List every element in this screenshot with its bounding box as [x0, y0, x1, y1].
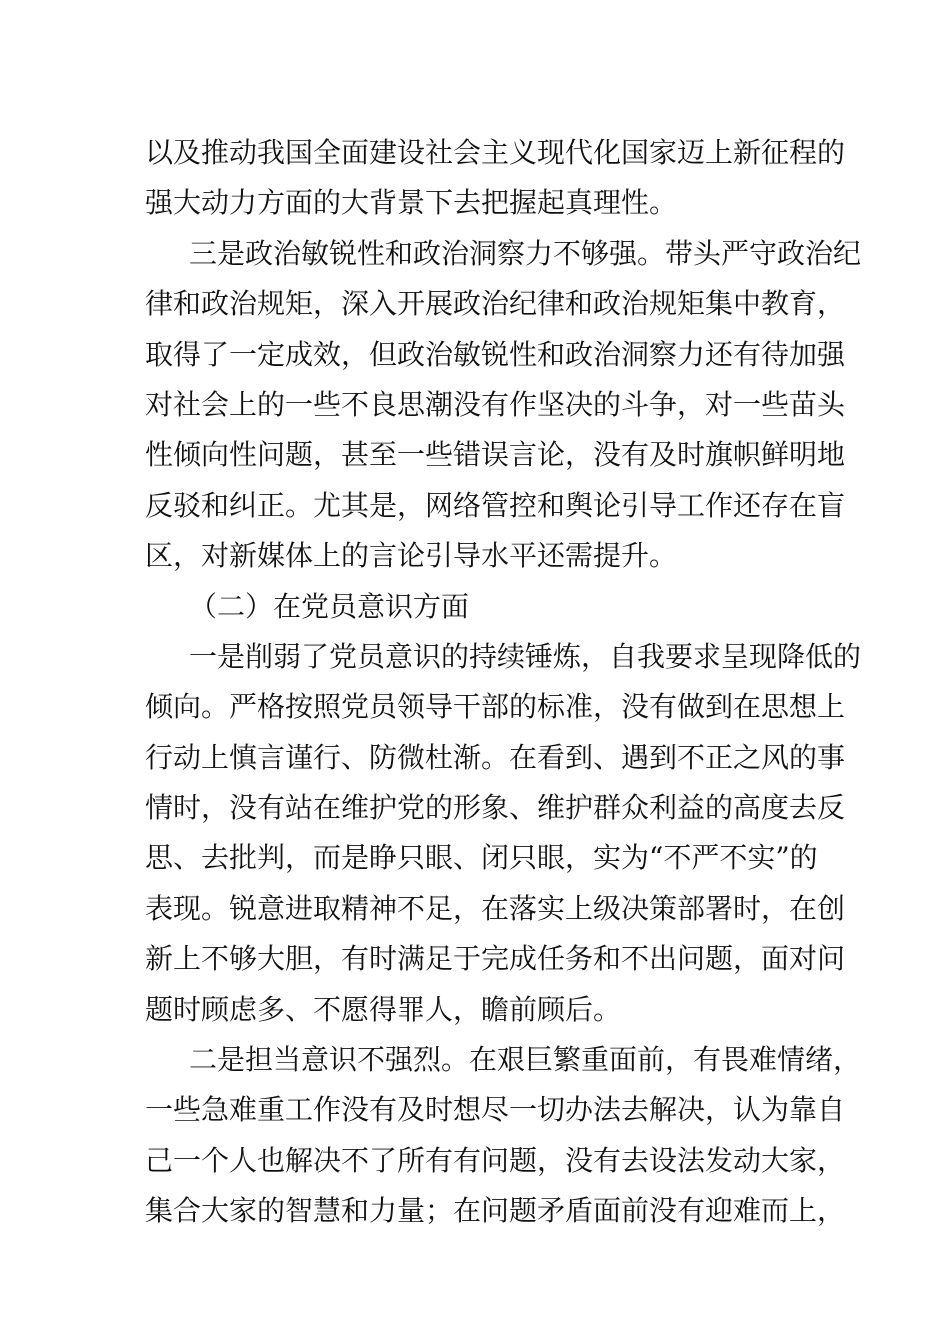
text-line: 倾向。严格按照党员领导干部的标准，没有做到在思想上	[145, 690, 846, 724]
text-line: 情时，没有站在维护党的形象、维护群众利益的高度去反	[145, 791, 846, 825]
text-line: 二是担当意识不强烈。在艰巨繁重面前，有畏难情绪，	[189, 1043, 862, 1077]
text-line: 一是削弱了党员意识的持续锤炼，自我要求呈现降低的	[189, 639, 862, 673]
text-line: 集合大家的智慧和力量；在问题矛盾面前没有迎难而上，	[145, 1194, 846, 1228]
text-line: 以及推动我国全面建设社会主义现代化国家迈上新征程的	[145, 136, 846, 169]
text-line: 强大动力方面的大背景下去把握起真理性。	[145, 186, 678, 220]
text-line: 题时顾虑多、不愿得罪人，瞻前顾后。	[145, 992, 622, 1026]
text-line: 取得了一定成效，但政治敏锐性和政治洞察力还有待加强	[145, 337, 846, 371]
text-line: 己一个人也解决不了所有有问题，没有去设法发动大家，	[145, 1143, 846, 1177]
text-line: 三是政治敏锐性和政治洞察力不够强。带头严守政治纪	[189, 236, 862, 270]
text-line: 新上不够大胆，有时满足于完成任务和不出问题，面对问	[145, 942, 846, 976]
text-line: 一些急难重工作没有及时想尽一切办法去解决，认为靠自	[145, 1093, 846, 1127]
text-line: 对社会上的一些不良思潮没有作坚决的斗争，对一些苗头	[145, 387, 846, 421]
text-line: 行动上慎言谨行、防微杜渐。在看到、遇到不正之风的事	[145, 740, 846, 774]
text-line: 表现。锐意进取精神不足，在落实上级决策部署时，在创	[145, 891, 846, 925]
text-line: 律和政治规矩，深入开展政治纪律和政治规矩集中教育，	[145, 287, 846, 321]
text-line: 性倾向性问题，甚至一些错误言论，没有及时旗帜鲜明地	[145, 438, 846, 472]
text-line: 反驳和纠正。尤其是，网络管控和舆论引导工作还存在盲	[145, 488, 846, 522]
text-line: 区，对新媒体上的言论引导水平还需提升。	[145, 539, 678, 573]
document-body	[145, 128, 862, 1237]
text-line: 思、去批判，而是睁只眼、闭只眼，实为“不严不实”的	[145, 841, 818, 875]
text-line: （二）在党员意识方面	[189, 589, 470, 623]
